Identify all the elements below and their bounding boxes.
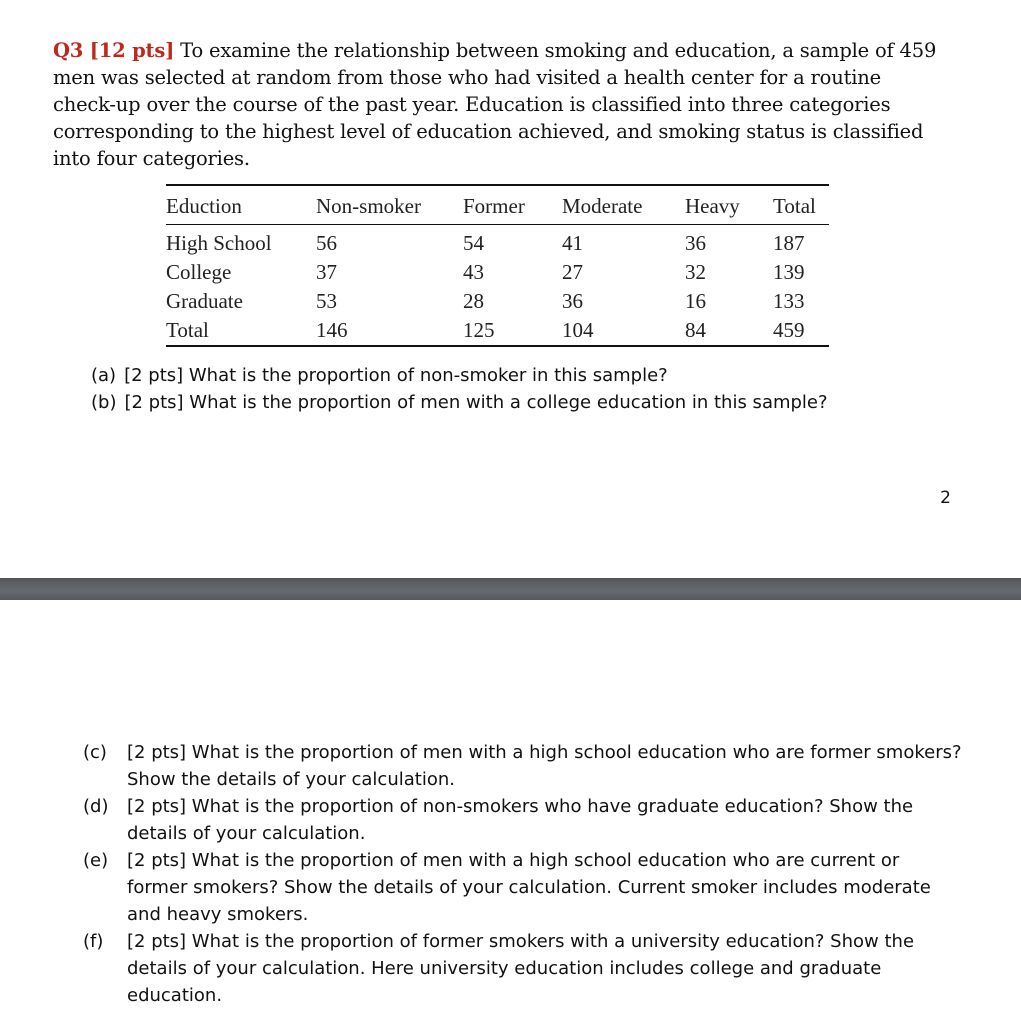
question-item-label: (c) bbox=[83, 742, 107, 763]
table-cell: High School bbox=[166, 231, 272, 255]
table-cell: College bbox=[166, 260, 232, 284]
question-item-text: [2 pts] What is the proportion of men with a college education in this sample? bbox=[124, 392, 828, 413]
question-intro bbox=[53, 37, 948, 172]
table-cell: 139 bbox=[773, 260, 805, 284]
question-item-text: [2 pts] What is the proportion of non-smokers who have graduate education? Show the details of your calculation. bbox=[127, 796, 914, 844]
table-cell: 187 bbox=[773, 231, 805, 255]
table-cell: 36 bbox=[685, 231, 706, 255]
table-cell: 27 bbox=[562, 260, 583, 284]
question-list-top bbox=[91, 362, 971, 416]
question-list-bottom bbox=[83, 739, 963, 1009]
table-header-row bbox=[166, 185, 829, 225]
question-item-label: (b) bbox=[91, 392, 117, 413]
question-item-a bbox=[91, 362, 971, 389]
table-row bbox=[166, 316, 829, 346]
table-cell: 32 bbox=[685, 260, 706, 284]
question-item-f bbox=[83, 928, 963, 1009]
header-heavy: Heavy bbox=[685, 194, 740, 218]
header-total: Total bbox=[773, 194, 816, 218]
table-cell: 41 bbox=[562, 231, 583, 255]
question-item-text: [2 pts] What is the proportion of non-smoker in this sample? bbox=[124, 365, 668, 386]
table-cell: 16 bbox=[685, 289, 706, 313]
question-item-label: (e) bbox=[83, 850, 109, 871]
table-cell: 133 bbox=[773, 289, 805, 313]
table-row bbox=[166, 225, 829, 259]
question-item-label: (a) bbox=[91, 365, 117, 386]
page-separator bbox=[0, 578, 1021, 600]
table-cell: 104 bbox=[562, 318, 594, 342]
table-cell: 125 bbox=[463, 318, 495, 342]
header-non-smoker: Non-smoker bbox=[316, 194, 421, 218]
question-item-text: [2 pts] What is the proportion of men with a high school education who are current or former smokers? Show the details of your calculation. Current smoker includes moderate and heavy smokers. bbox=[127, 850, 931, 925]
question-label: Q3 [12 pts] bbox=[53, 38, 175, 62]
table-cell: 459 bbox=[773, 318, 805, 342]
table-cell: 53 bbox=[316, 289, 337, 313]
question-item-label: (d) bbox=[83, 796, 109, 817]
question-item-text: [2 pts] What is the proportion of former smokers with a university education? Show the details of your calculation. Here university education includes college and graduate education. bbox=[127, 931, 915, 1006]
header-moderate: Moderate bbox=[562, 194, 643, 218]
table-cell: 54 bbox=[463, 231, 484, 255]
table-cell: 84 bbox=[685, 318, 706, 342]
table-cell: 36 bbox=[562, 289, 583, 313]
question-item-b bbox=[91, 389, 971, 416]
table-cell: Total bbox=[166, 318, 209, 342]
question-item-c bbox=[83, 739, 963, 793]
question-item-label: (f) bbox=[83, 931, 104, 952]
page-number: 2 bbox=[940, 488, 951, 508]
table-cell: 56 bbox=[316, 231, 337, 255]
header-former: Former bbox=[463, 194, 525, 218]
question-item-text: [2 pts] What is the proportion of men with a high school education who are former smokers? Show the details of your calculation. bbox=[127, 742, 962, 790]
question-item-d bbox=[83, 793, 963, 847]
table-cell: Graduate bbox=[166, 289, 243, 313]
education-smoking-table bbox=[166, 184, 829, 347]
question-text: To examine the relationship between smoking and education, a sample of 459 men was selected at random from those who had visited a health center for a routine check-up over the course of the past year. Education is classified into three categories corresponding to the highest level of education achieved, and smoking status is classified into four categories. bbox=[53, 38, 937, 170]
table-cell: 146 bbox=[316, 318, 348, 342]
table-cell: 28 bbox=[463, 289, 484, 313]
table-row bbox=[166, 258, 829, 287]
header-education: Eduction bbox=[166, 194, 242, 218]
table-row bbox=[166, 287, 829, 316]
question-item-e bbox=[83, 847, 963, 928]
table-cell: 43 bbox=[463, 260, 484, 284]
page-bottom bbox=[0, 600, 1021, 1024]
table-cell: 37 bbox=[316, 260, 337, 284]
